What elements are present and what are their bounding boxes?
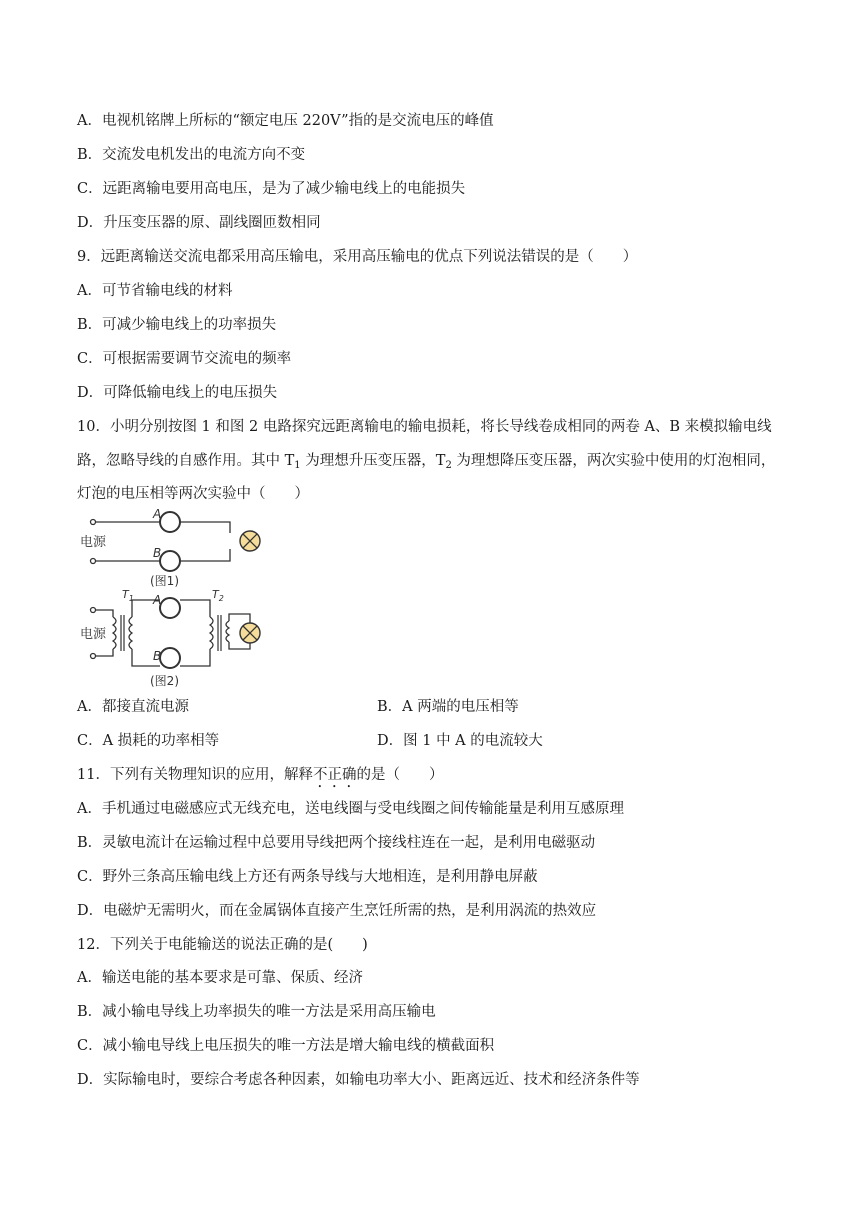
q11-option-a: A．手机通过电磁感应式无线充电，送电线圈与受电线圈之间传输能量是利用互感原理: [77, 801, 624, 817]
terminal: [91, 520, 96, 525]
q8-option-b: B．交流发电机发出的电流方向不变: [77, 147, 306, 163]
figure-2-caption: (图2): [150, 674, 179, 688]
q9-stem: 9．远距离输送交流电都采用高压输电，采用高压输电的优点下列说法错误的是（ ）: [77, 249, 638, 265]
coil-b: [160, 551, 180, 571]
q10-stem-line1: 10．小明分别按图 1 和图 2 电路探究远距离输电的输电损耗，将长导线卷成相同的两卷 A、B 来模拟输电线: [77, 419, 772, 435]
coil-a: [160, 512, 180, 532]
terminal: [91, 559, 96, 564]
q9-option-c: C．可根据需要调节交流电的频率: [77, 351, 292, 367]
figure-1: [80, 507, 260, 588]
terminal: [91, 608, 96, 613]
q12-option-c: C．减小输电导线上电压损失的唯一方法是增大输电线的横截面积: [77, 1038, 495, 1054]
coil-b: [160, 648, 180, 668]
power-source-label: 电源: [80, 535, 107, 550]
q10-stem-line2: 路，忽略导线的自感作用。其中 $T_1$ 为理想升压变压器，$T_2$ 为理想降压变压器，两次实验中使用的灯泡相同，: [77, 453, 776, 471]
q12-option-a: A．输送电能的基本要求是可靠、保质、经济: [77, 970, 363, 986]
coil-a: [160, 598, 180, 618]
q9-option-b: B．可减少输电线上的功率损失: [77, 317, 277, 333]
q10-option-a: A．都接直流电源: [77, 699, 189, 715]
q11-option-b: B．灵敏电流计在运输过程中总要用导线把两个接线柱连在一起，是利用电磁驱动: [77, 835, 596, 851]
q12-option-d: D．实际输电时，要综合考虑各种因素，如输电功率大小、距离远近、技术和经济条件等: [77, 1072, 640, 1088]
q11-stem: 11．下列有关物理知识的应用，解释不正确的是（ ）: [77, 767, 444, 783]
q9-option-d: D．可降低输电线上的电压损失: [77, 385, 278, 401]
lamp-icon: [230, 530, 260, 552]
t2-core: [218, 615, 221, 651]
t2-primary-coil: [210, 617, 213, 649]
q10-option-b: B．A 两端的电压相等: [377, 699, 519, 715]
q8-option-a: A．电视机铭牌上所标的“额定电压 220V”指的是交流电压的峰值: [77, 113, 494, 129]
q10-option-d: D．图 1 中 A 的电流较大: [377, 733, 543, 749]
coil-b-label: B: [153, 649, 162, 663]
q10-stem-line3: 灯泡的电压相等两次实验中（ ）: [77, 486, 309, 502]
t1-core: [121, 615, 124, 651]
q10-option-c: C．A 损耗的功率相等: [77, 733, 220, 749]
t1-label: $T_1$: [122, 588, 134, 603]
figure-1-caption: (图1): [150, 574, 179, 588]
q12-stem: 12．下列关于电能输送的说法正确的是( ): [77, 937, 368, 953]
coil-a-label: A: [153, 507, 162, 521]
q8-option-c: C．远距离输电要用高电压，是为了减少输电线上的电能损失: [77, 181, 466, 197]
coil-b-label: B: [153, 546, 162, 560]
t2-label: $T_2$: [212, 588, 224, 603]
q11-option-d: D．电磁炉无需明火，而在金属锅体直接产生烹饪所需的热，是利用涡流的热效应: [77, 903, 597, 919]
circuit-diagram: [80, 505, 280, 690]
q12-option-b: B．减小输电导线上功率损失的唯一方法是采用高压输电: [77, 1004, 436, 1020]
q8-option-d: D．升压变压器的原、副线圈匝数相同: [77, 215, 321, 231]
q11-option-c: C．野外三条高压输电线上方还有两条导线与大地相连，是利用静电屏蔽: [77, 869, 538, 885]
figure-2: [80, 588, 260, 688]
coil-a-label: A: [153, 593, 162, 607]
emphasis-not-correct: 不正确: [312, 767, 357, 783]
terminal: [91, 654, 96, 659]
q9-option-a: A．可节省输电线的材料: [77, 283, 233, 299]
t2-secondary-coil: [226, 621, 229, 642]
t1-primary-coil: [113, 617, 116, 649]
power-source-label: 电源: [80, 627, 107, 642]
t1-secondary-coil: [129, 617, 132, 649]
lamp-icon: [240, 623, 260, 643]
